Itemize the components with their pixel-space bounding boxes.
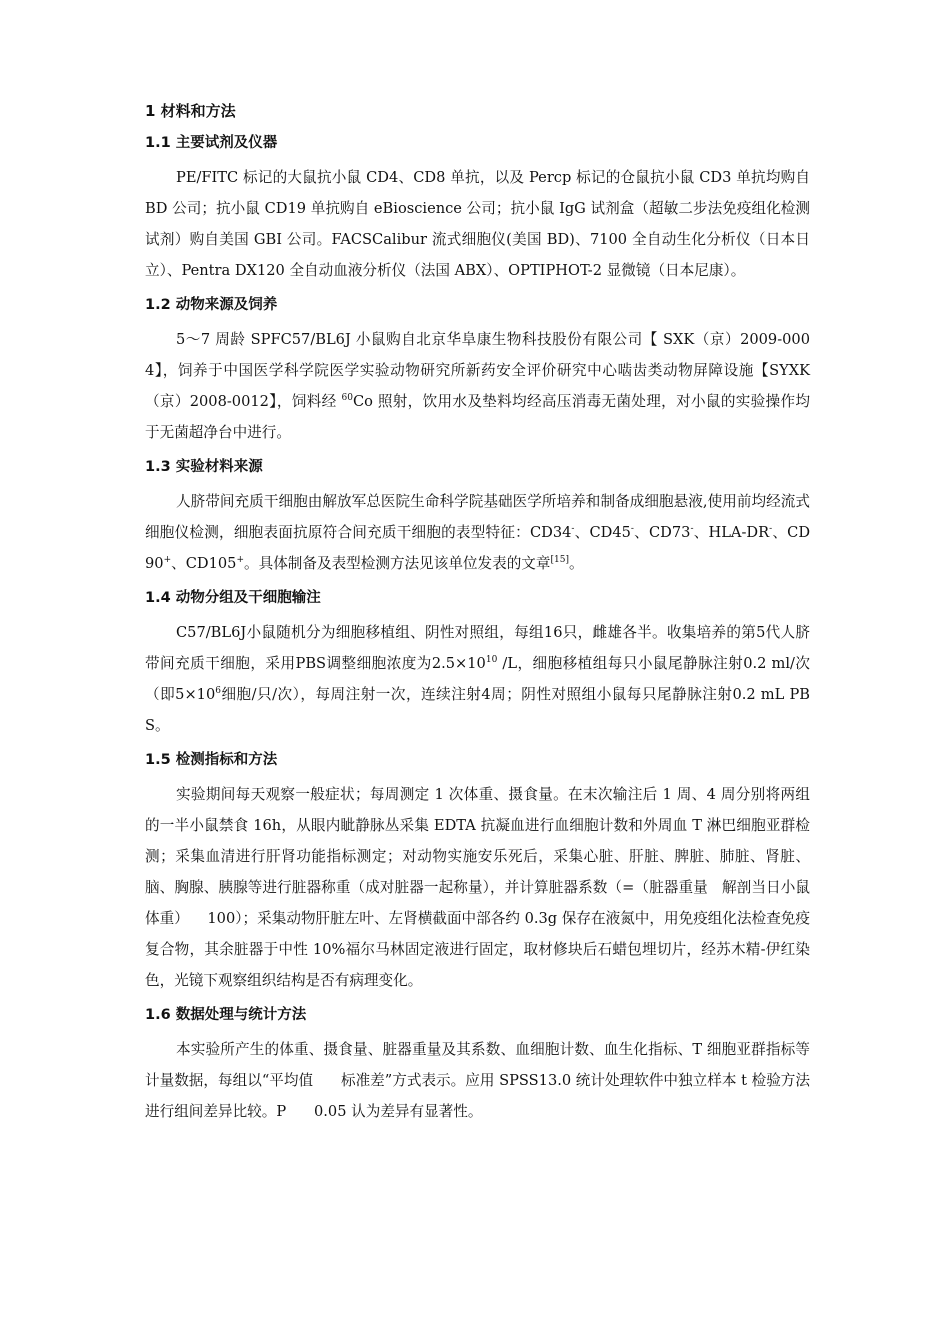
section-title: 1 材料和方法 [145,102,236,120]
methods-section [145,98,810,1133]
heading-1-1: 1.1 主要试剂及仪器 [145,135,278,151]
heading-1-3: 1.3 实验材料来源 [145,459,263,475]
paragraph-1-3: 人脐带间充质干细胞由解放军总医院生命科学院基础医学所培养和制备成细胞悬液,使用前均经流式细胞仪检测，细胞表面抗原符合间充质干细胞的表型特征：CD34-、CD45-、CD73-、HLA-DR-、CD90+、CD105+。具体制备及表型检测方法见该单位发表的文章[15]。 [145,493,811,572]
superscript: - [630,524,634,535]
superscript: 60 [341,393,353,404]
paragraph-1-5: 实验期间每天观察一般症状；每周测定 1 次体重、摄食量。在末次输注后 1 周、4 周分别将两组的一半小鼠禁食 16h，从眼内眦静脉丛采集 EDTA 抗凝血进行血细胞计数和外周血 T 淋巴细胞亚群检测；采集血清进行肝肾功能指标测定；对动物实施安乐死后，采集心脏、肝脏、脾脏、肺脏、肾脏、脑、胸腺、胰腺等进行脏器称重（成对脏器一起称量），并计算脏器系数（=（脏器重量 解剖当日小鼠体重） 100）；采集动物肝脏左叶、左肾横截面中部各约 0.3g 保存在液氮中，用免疫组化法检查免疫复合物，其余脏器于中性 10%福尔马林固定液进行固定，取材修块后石蜡包埋切片，经苏木精-伊红染色，光镜下观察组织结构是否有病理变化。 [145,786,810,989]
superscript: + [236,555,244,566]
heading-1-4: 1.4 动物分组及干细胞输注 [145,590,321,606]
superscript: - [769,524,773,535]
superscript: - [571,524,575,535]
paragraph-1-1: PE/FITC 标记的大鼠抗小鼠 CD4、CD8 单抗，以及 Percp 标记的仓鼠抗小鼠 CD3 单抗均购自 BD 公司；抗小鼠 CD19 单抗购自 eBioscience 公司；抗小鼠 IgG 试剂盒（超敏二步法免疫组化检测试剂）购自美国 GBI 公司。FACSCalibur 流式细胞仪(美国 BD)、7100 全自动生化分析仪（日本日立）、Pentra DX120 全自动血液分析仪（法国 ABX）、OPTIPHOT-2 显微镜（日本尼康）。 [145,169,810,279]
paragraph-1-2: 5～7 周龄 SPFC57/BL6J 小鼠购自北京华阜康生物科技股份有限公司【 SXK（京）2009-0004】，饲养于中国医学科学院医学实验动物研究所新药安全评价研究中心啮齿类动物屏障设施【SYXK（京）2008-0012】，饲料经 $^{60}$Co 照射，饮用水及垫料均经高压消毒无菌处理，对小鼠的实验操作均于无菌超净台中进行。 [145,331,810,441]
heading-1-5: 1.5 检测指标和方法 [145,752,278,768]
paragraph-1-4: C57/BL6J小鼠随机分为细胞移植组、阴性对照组，每组16只，雌雄各半。收集培养的第5代人脐带间充质干细胞，采用PBS调整细胞浓度为$2.5\times 10^{10}$ /L，细胞移植组每只小鼠尾静脉注射0.2 ml/次（即$5\times 10^6$细胞/只/次），每周注射一次，连续注射4周；阴性对照组小鼠每只尾静脉注射0.2 mL PBS。 [145,624,810,734]
heading-1-6: 1.6 数据处理与统计方法 [145,1007,307,1023]
superscript: - [690,524,694,535]
superscript: 6 [215,686,221,697]
paragraph-1-6: 本实验所产生的体重、摄食量、脏器重量及其系数、血细胞计数、血生化指标、T 细胞亚群指标等计量数据，每组以“平均值 标准差”方式表示。应用 SPSS13.0 统计处理软件中独立样本 t 检验方法进行组间差异比较。P 0.05 认为差异有显著性。 [145,1041,810,1120]
superscript: 10 [485,655,498,666]
heading-1-2: 1.2 动物来源及饲养 [145,297,278,313]
citation: [15] [550,555,569,566]
superscript: + [163,555,172,566]
